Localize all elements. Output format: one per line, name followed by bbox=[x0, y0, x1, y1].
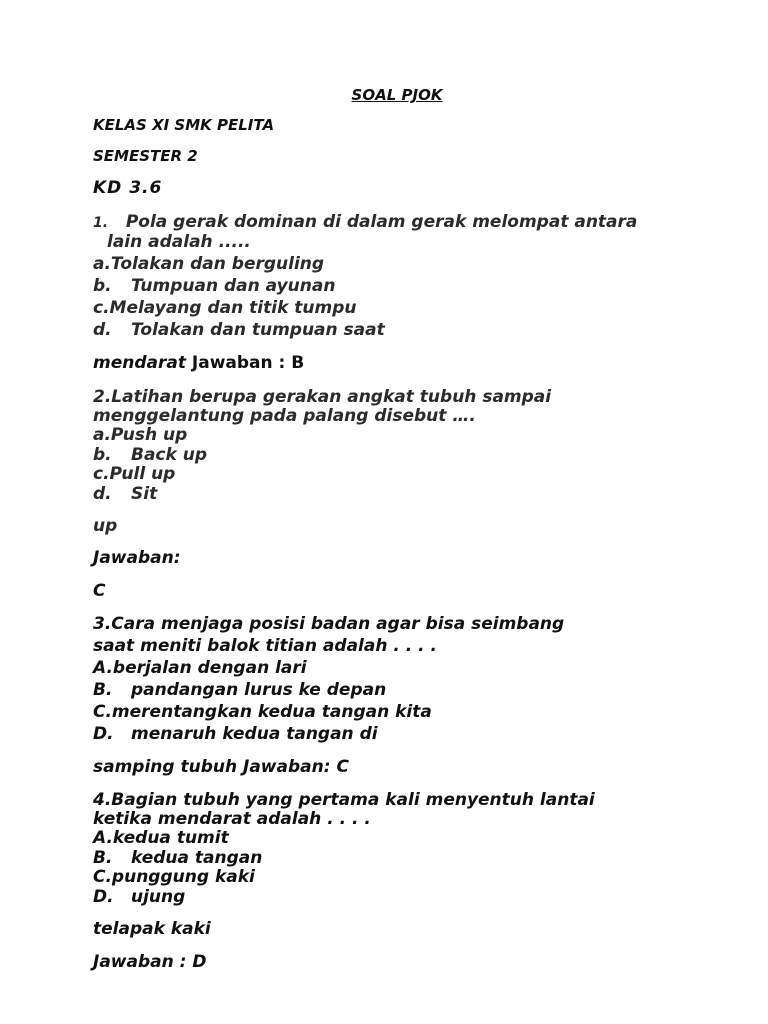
q4-option-a: A.kedua tumit bbox=[93, 828, 229, 848]
q4-option-b-text: kedua tangan bbox=[131, 848, 263, 868]
class-line: KELAS XI SMK PELITA bbox=[93, 116, 275, 134]
q3-option-c: C.merentangkan kedua tangan kita bbox=[93, 702, 432, 722]
q1-option-b-text: Tumpuan dan ayunan bbox=[131, 276, 336, 296]
q3-option-b bbox=[93, 680, 386, 700]
q2-option-b bbox=[93, 445, 207, 465]
q4-text-line1: 4.Bagian tubuh yang pertama kali menyentuh lantai bbox=[93, 790, 595, 810]
q1-option-c: c.Melayang dan titik tumpu bbox=[93, 298, 357, 318]
q1-option-d-text: Tolakan dan tumpuan saat bbox=[131, 320, 385, 340]
q1-option-a: a.Tolakan dan berguling bbox=[93, 254, 325, 274]
q2-answer-label: Jawaban: bbox=[93, 548, 181, 568]
q4-text-line2: ketika mendarat adalah . . . . bbox=[93, 809, 371, 829]
q1-continuation: mendarat bbox=[93, 353, 192, 373]
q1-answer-line bbox=[93, 353, 304, 373]
q1-line1 bbox=[93, 212, 637, 233]
q3-option-b-text: pandangan lurus ke depan bbox=[131, 680, 387, 700]
q3-option-d bbox=[93, 724, 378, 744]
q1-option-b bbox=[93, 276, 335, 296]
q2-text-line1: 2.Latihan berupa gerakan angkat tubuh sampai bbox=[93, 387, 552, 407]
q3-option-d-text: menaruh kedua tangan di bbox=[131, 724, 378, 744]
q4-option-d-letter: D. bbox=[93, 887, 114, 907]
q3-text-line2: saat meniti balok titian adalah . . . . bbox=[93, 636, 437, 656]
q1-option-b-letter: b. bbox=[93, 276, 112, 296]
q3-continuation-answer: samping tubuh Jawaban: C bbox=[93, 757, 349, 777]
q4-option-b-letter: B. bbox=[93, 848, 113, 868]
kd-line: KD 3.6 bbox=[93, 178, 163, 198]
q1-option-d-letter: d. bbox=[93, 320, 112, 340]
q1-answer: Jawaban : B bbox=[191, 353, 305, 373]
q4-option-b bbox=[93, 848, 262, 868]
q2-option-d-text: Sit bbox=[131, 484, 158, 504]
q2-option-d bbox=[93, 484, 157, 504]
q4-answer: Jawaban : D bbox=[93, 952, 207, 972]
q4-option-d-text: ujung bbox=[131, 887, 186, 907]
q2-continuation: up bbox=[93, 516, 118, 536]
q3-option-b-letter: B. bbox=[93, 680, 113, 700]
q2-option-d-letter: d. bbox=[93, 484, 112, 504]
q2-option-b-letter: b. bbox=[93, 445, 112, 465]
q1-number: 1. bbox=[93, 215, 109, 231]
q2-option-b-text: Back up bbox=[131, 445, 208, 465]
q3-option-a: A.berjalan dengan lari bbox=[93, 658, 307, 678]
q1-text-line1: Pola gerak dominan di dalam gerak melompat antara bbox=[125, 212, 638, 232]
q4-option-c: C.punggung kaki bbox=[93, 867, 255, 887]
document-title: SOAL PJOK bbox=[351, 86, 443, 104]
q2-answer-value: C bbox=[93, 581, 106, 601]
q3-option-d-letter: D. bbox=[93, 724, 114, 744]
q2-text-line2: menggelantung pada palang disebut …. bbox=[93, 406, 476, 426]
q4-continuation: telapak kaki bbox=[93, 919, 211, 939]
q1-text-line2: lain adalah ..... bbox=[107, 232, 251, 252]
q4-option-d bbox=[93, 887, 185, 907]
semester-line: SEMESTER 2 bbox=[93, 147, 198, 165]
q3-text-line1: 3.Cara menjaga posisi badan agar bisa seimbang bbox=[93, 614, 565, 634]
q2-option-a: a.Push up bbox=[93, 425, 188, 445]
q1-option-d bbox=[93, 320, 385, 340]
q2-option-c: c.Pull up bbox=[93, 464, 176, 484]
